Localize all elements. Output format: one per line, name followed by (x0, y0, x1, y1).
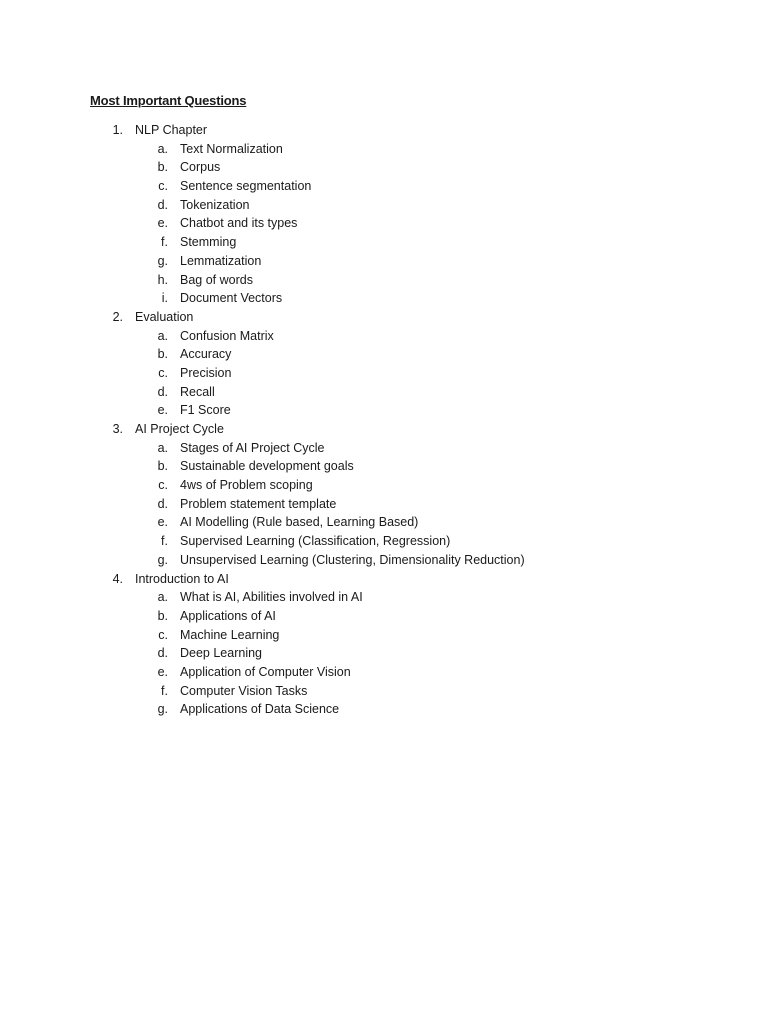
list-item-marker: g. (157, 552, 168, 567)
list-item-marker: b. (157, 459, 168, 474)
list-item-text: Unsupervised Learning (Clustering, Dimensionality Reduction) (180, 552, 525, 567)
list-item (0, 271, 768, 290)
list-item-text: Text Normalization (180, 141, 283, 156)
list-item-text: Machine Learning (180, 627, 280, 642)
section-title: AI Project Cycle (135, 422, 224, 436)
list-item (0, 327, 768, 346)
list-item-marker: i. (161, 291, 168, 306)
list-item-text: Document Vectors (180, 291, 283, 306)
section-heading (0, 570, 768, 589)
list-item-text: F1 Score (180, 403, 231, 418)
list-item (0, 663, 768, 682)
list-item (0, 644, 768, 663)
list-item-marker: c. (158, 179, 168, 194)
list-item-text: Corpus (180, 160, 221, 175)
list-item-marker: d. (157, 496, 168, 511)
question-outline (0, 121, 768, 719)
list-item (0, 457, 768, 476)
list-item (0, 214, 768, 233)
list-item-marker: e. (157, 664, 168, 679)
list-item-text: Applications of Data Science (180, 702, 340, 717)
list-item-text: Supervised Learning (Classification, Regression) (180, 534, 451, 549)
list-item-marker: b. (157, 347, 168, 362)
list-item-text: Sentence segmentation (180, 179, 312, 194)
list-item-marker: c. (158, 478, 168, 493)
list-item-marker: c. (158, 627, 168, 642)
list-item-marker: a. (157, 328, 168, 343)
section-title: Evaluation (135, 309, 194, 324)
list-item-marker: c. (158, 365, 168, 380)
list-item-marker: f. (161, 683, 168, 698)
list-item-marker: f. (161, 534, 168, 549)
list-item (0, 607, 768, 626)
list-item (0, 196, 768, 215)
list-item-text: Application of Computer Vision (180, 664, 351, 679)
list-item-text: Tokenization (180, 197, 250, 212)
list-item (0, 700, 768, 719)
list-item (0, 177, 768, 196)
list-item (0, 158, 768, 177)
section-number: 1. (112, 123, 123, 137)
list-item (0, 401, 768, 420)
list-item-marker: g. (157, 702, 168, 717)
list-item-text: Problem statement template (180, 496, 337, 511)
section-heading (0, 420, 768, 439)
list-item (0, 439, 768, 458)
list-item-text: Stages of AI Project Cycle (180, 440, 325, 455)
list-item (0, 345, 768, 364)
list-item-text: Precision (180, 365, 232, 380)
list-item-marker: h. (157, 272, 168, 287)
list-item-marker: e. (157, 515, 168, 530)
list-item-text: Lemmatization (180, 253, 262, 268)
list-item-marker: d. (157, 646, 168, 661)
section-heading (0, 121, 768, 140)
list-item (0, 233, 768, 252)
document-title: Most Important Questions (90, 93, 247, 108)
list-item-marker: g. (157, 253, 168, 268)
list-item (0, 551, 768, 570)
list-item-marker: e. (157, 216, 168, 231)
list-item (0, 140, 768, 159)
list-item (0, 626, 768, 645)
list-item (0, 513, 768, 532)
list-item (0, 588, 768, 607)
list-item-text: Sustainable development goals (180, 459, 354, 474)
list-item (0, 495, 768, 514)
list-item (0, 682, 768, 701)
list-item-marker: a. (157, 141, 168, 156)
list-item-text: Chatbot and its types (180, 216, 298, 231)
list-item (0, 252, 768, 271)
section-number: 2. (112, 309, 123, 324)
section-heading (0, 308, 768, 327)
list-item-text: Deep Learning (180, 646, 263, 661)
list-item-text: Recall (180, 384, 215, 399)
list-item-text: AI Modelling (Rule based, Learning Based) (180, 515, 419, 530)
list-item-marker: b. (157, 608, 168, 623)
list-item (0, 383, 768, 402)
list-item (0, 364, 768, 383)
list-item-marker: b. (157, 160, 168, 175)
section-number: 4. (112, 571, 123, 586)
list-item-marker: e. (157, 403, 168, 418)
list-item-text: Applications of AI (180, 608, 276, 623)
list-item-text: What is AI, Abilities involved in AI (180, 590, 363, 605)
section-title: Introduction to AI (135, 571, 229, 586)
list-item-text: Computer Vision Tasks (180, 683, 308, 698)
list-item-text: Accuracy (180, 347, 232, 362)
list-item-marker: f. (161, 235, 168, 250)
list-item-text: Stemming (180, 235, 237, 250)
list-item-marker: d. (157, 384, 168, 399)
list-item-text: Bag of words (180, 272, 253, 287)
list-item (0, 476, 768, 495)
section-number: 3. (112, 422, 123, 436)
list-item-marker: a. (157, 440, 168, 455)
section-title: NLP Chapter (135, 123, 208, 137)
list-item (0, 289, 768, 308)
list-item-marker: d. (157, 197, 168, 212)
list-item-text: 4ws of Problem scoping (180, 478, 313, 493)
list-item-marker: a. (157, 590, 168, 605)
list-item-text: Confusion Matrix (180, 328, 274, 343)
list-item (0, 532, 768, 551)
